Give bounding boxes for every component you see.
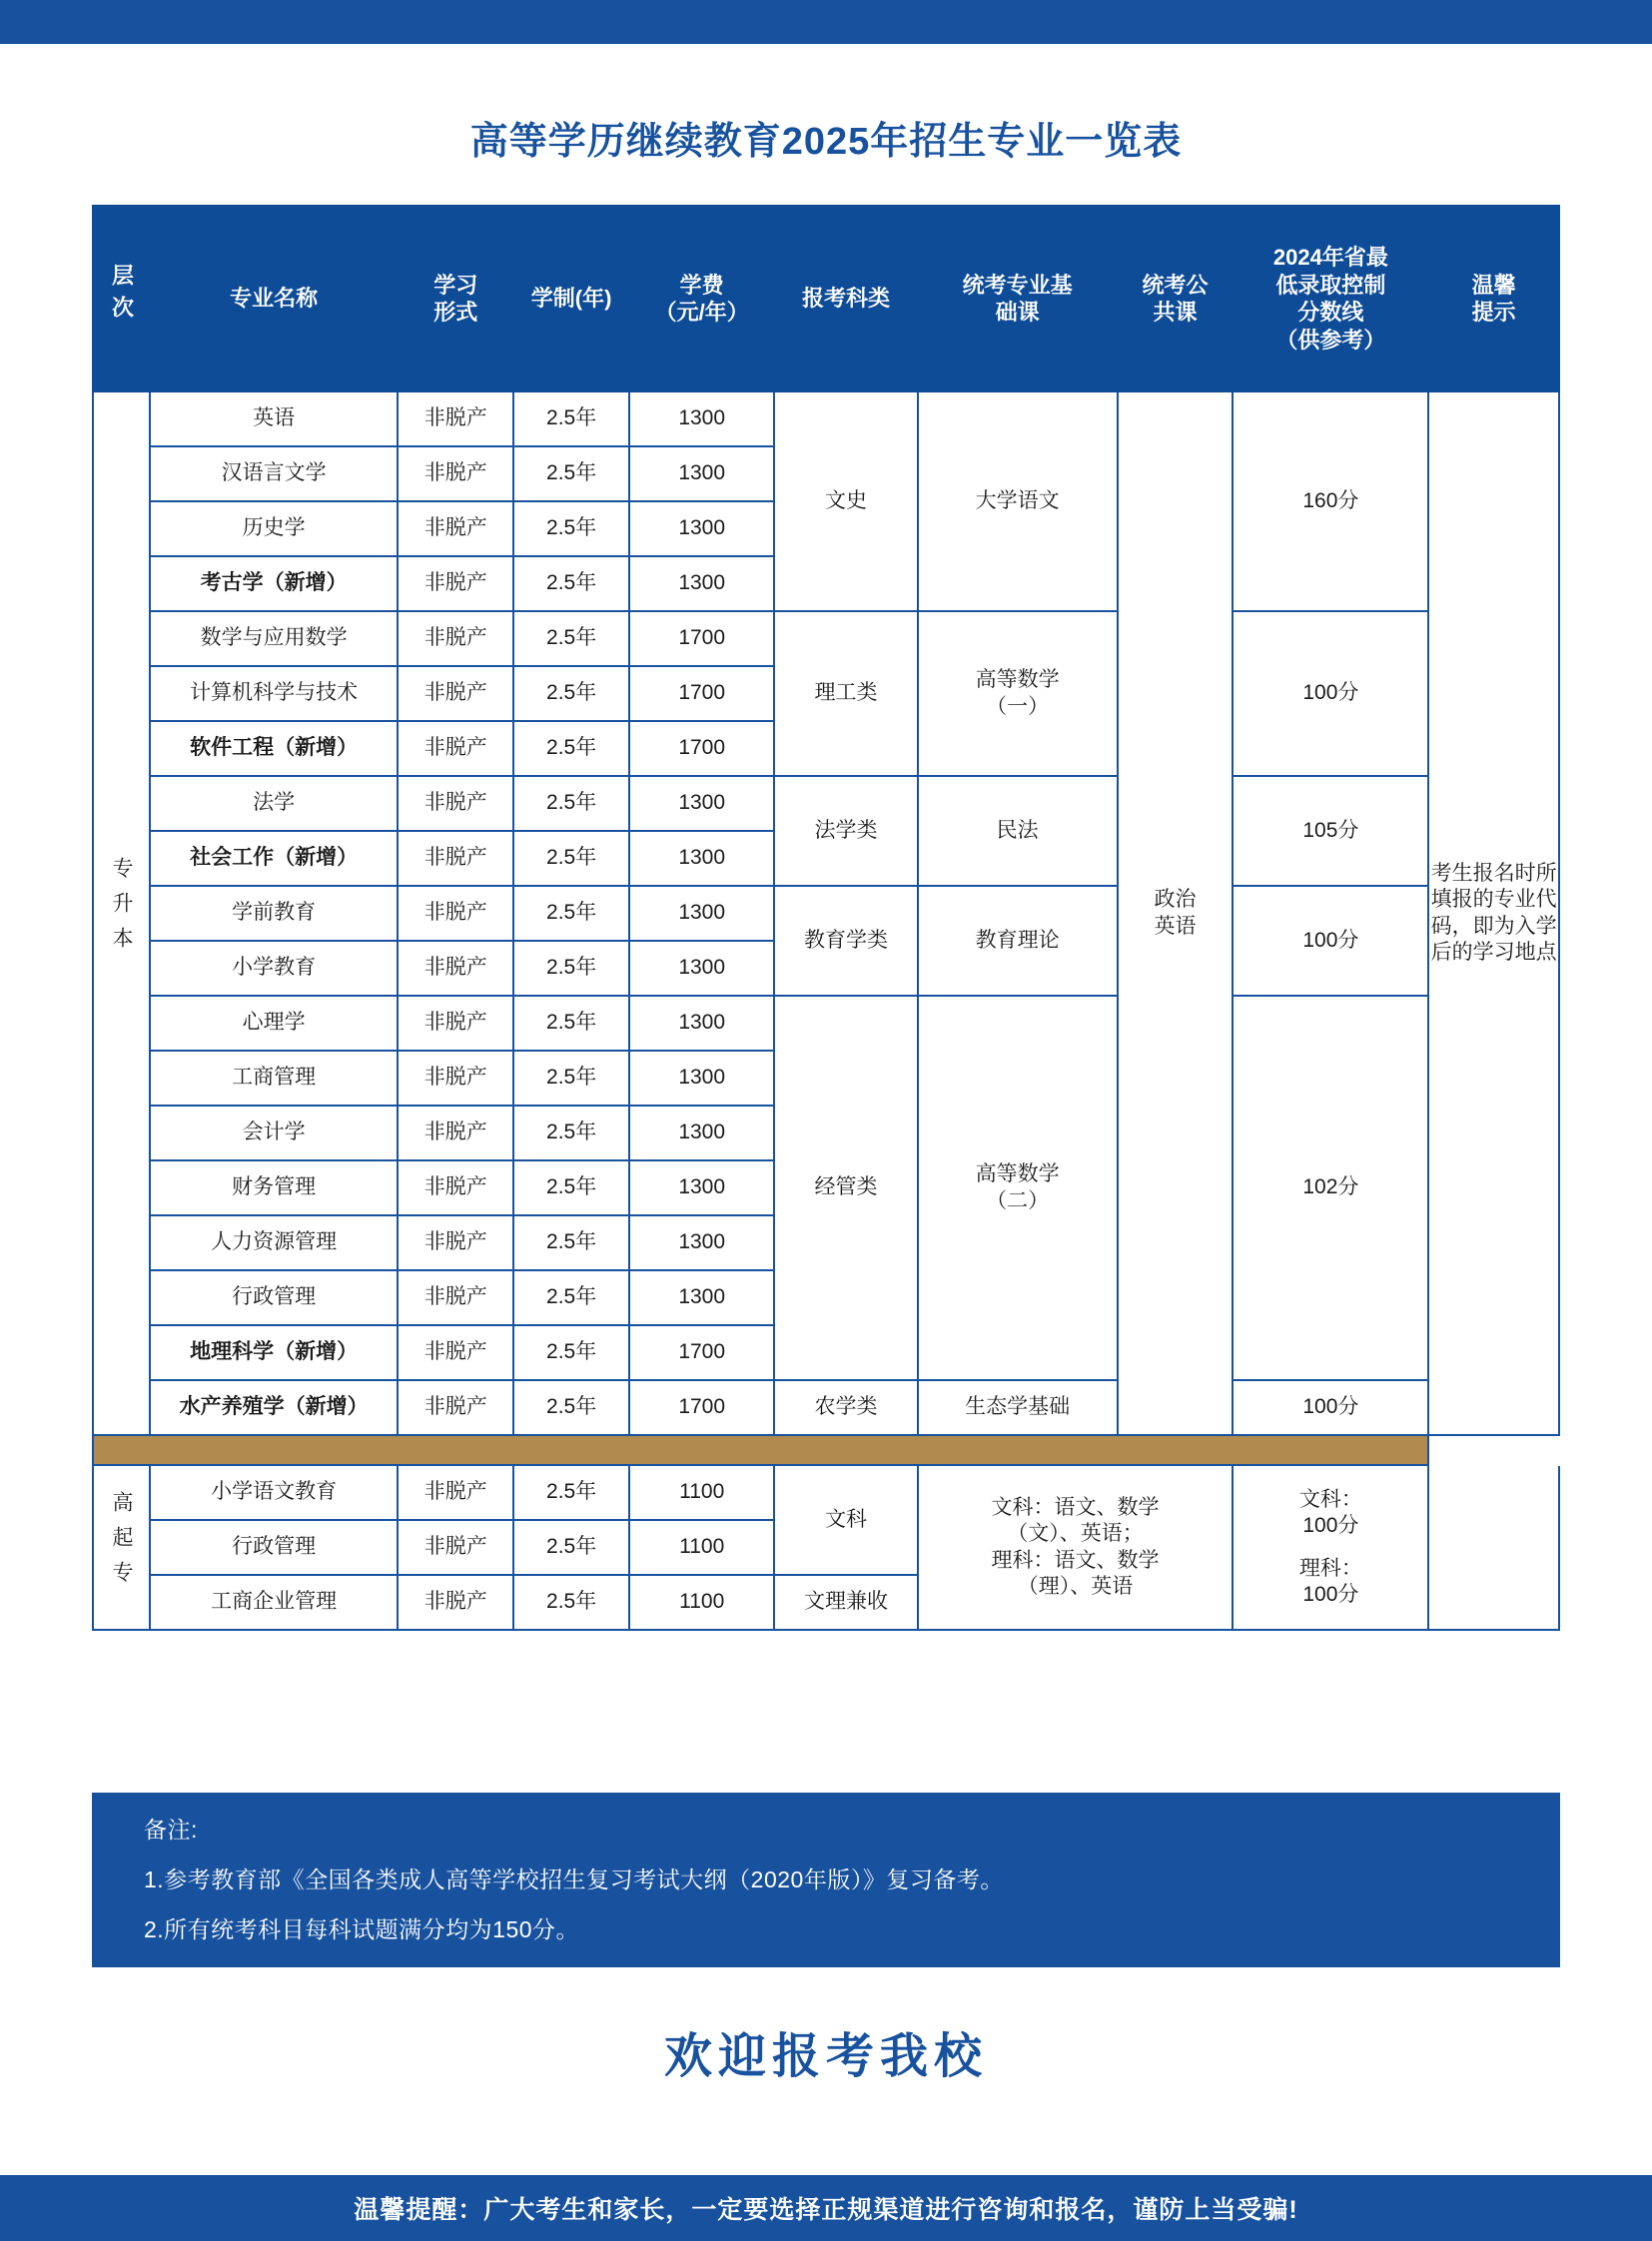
score-line: 160分	[1233, 391, 1428, 611]
footer-label: 温馨提醒：	[354, 2196, 484, 2224]
exam-category: 理工类	[774, 611, 917, 776]
major-name: 社会工作（新增）	[150, 831, 399, 886]
study-years: 2.5年	[513, 996, 629, 1051]
score-line: 105分	[1233, 776, 1428, 886]
base-course: 文科：语文、数学 （文）、英语； 理科：语文、数学 （理）、英语	[918, 1465, 1234, 1630]
table-row	[93, 996, 1559, 1051]
study-form: 非脱产	[398, 1051, 513, 1106]
study-form: 非脱产	[398, 1270, 513, 1325]
study-years: 2.5年	[513, 446, 629, 501]
major-name: 历史学	[150, 501, 399, 556]
exam-category: 文史	[774, 391, 917, 611]
major-name: 汉语言文学	[150, 446, 399, 501]
study-form: 非脱产	[398, 1325, 513, 1380]
score-line: 文科： 100分 理科： 100分	[1233, 1465, 1428, 1630]
major-name: 英语	[150, 391, 399, 446]
study-form: 非脱产	[398, 501, 513, 556]
majors-table	[92, 205, 1560, 1631]
exam-category: 文科	[774, 1465, 917, 1575]
footer-reminder-bar	[0, 2175, 1652, 2241]
remark-line-1: 1.参考教育部《全国各类成人高等学校招生复习考试大纲（2020年版）》复习备考。	[144, 1867, 1004, 1892]
tuition-fee: 1300	[629, 501, 774, 556]
level-gqz: 高起专	[93, 1465, 150, 1630]
major-name: 法学	[150, 776, 399, 831]
major-name: 工商管理	[150, 1051, 399, 1106]
tuition-fee: 1300	[629, 996, 774, 1051]
major-name: 财务管理	[150, 1160, 399, 1215]
table-header-row	[93, 206, 1559, 391]
study-form: 非脱产	[398, 776, 513, 831]
study-years: 2.5年	[513, 941, 629, 996]
table-row	[93, 611, 1559, 666]
section-divider	[93, 1435, 1559, 1465]
tuition-fee: 1700	[629, 666, 774, 721]
header-fee: 学费 （元/年）	[629, 206, 774, 391]
base-course: 教育理论	[918, 886, 1118, 996]
study-form: 非脱产	[398, 666, 513, 721]
study-form: 非脱产	[398, 1380, 513, 1435]
base-course: 高等数学 （二）	[918, 996, 1118, 1380]
tuition-fee: 1300	[629, 556, 774, 611]
study-form: 非脱产	[398, 831, 513, 886]
study-years: 2.5年	[513, 886, 629, 941]
page-title: 高等学历继续教育2025年招生专业一览表	[469, 121, 1183, 163]
study-years: 2.5年	[513, 831, 629, 886]
tuition-fee: 1300	[629, 1106, 774, 1160]
study-form: 非脱产	[398, 1215, 513, 1270]
tuition-fee: 1700	[629, 1380, 774, 1435]
spacer	[1234, 1540, 1427, 1556]
exam-category: 农学类	[774, 1380, 917, 1435]
tuition-fee: 1300	[629, 446, 774, 501]
header-base-course: 统考专业基 础课	[918, 206, 1118, 391]
majors-table-container	[92, 205, 1560, 1631]
divider-gold	[93, 1435, 1428, 1465]
tuition-fee: 1300	[629, 1051, 774, 1106]
major-name: 行政管理	[150, 1270, 399, 1325]
score-line: 102分	[1233, 996, 1428, 1380]
study-years: 2.5年	[513, 501, 629, 556]
level-zsb: 专升本	[93, 391, 150, 1435]
study-years: 2.5年	[513, 391, 629, 446]
tip-text: 考生报名时所填报的专业代码，即为入学后的学习地点	[1428, 391, 1559, 1435]
study-form: 非脱产	[398, 886, 513, 941]
table-row	[93, 391, 1559, 446]
major-name: 工商企业管理	[150, 1575, 399, 1630]
remark-line-2: 2.所有统考科目每科试题满分均为150分。	[144, 1916, 580, 1942]
table-body	[93, 391, 1559, 1630]
study-form: 非脱产	[398, 1160, 513, 1215]
study-years: 2.5年	[513, 1465, 629, 1520]
header-level: 层次	[93, 206, 150, 391]
study-years: 2.5年	[513, 721, 629, 776]
exam-category: 法学类	[774, 776, 917, 886]
study-form: 非脱产	[398, 556, 513, 611]
tuition-fee: 1300	[629, 1270, 774, 1325]
header-years: 学制(年)	[513, 206, 629, 391]
tuition-fee: 1300	[629, 1160, 774, 1215]
major-name: 小学教育	[150, 941, 399, 996]
study-years: 2.5年	[513, 611, 629, 666]
tuition-fee: 1300	[629, 886, 774, 941]
major-name: 人力资源管理	[150, 1215, 399, 1270]
header-tip: 温馨 提示	[1428, 206, 1559, 391]
table-row	[93, 1380, 1559, 1435]
header-form: 学习 形式	[398, 206, 513, 391]
exam-category: 教育学类	[774, 886, 917, 996]
study-years: 2.5年	[513, 1106, 629, 1160]
study-years: 2.5年	[513, 776, 629, 831]
tuition-fee: 1700	[629, 1325, 774, 1380]
major-name: 地理科学（新增）	[150, 1325, 399, 1380]
welcome-slogan: 欢迎报考我校	[663, 2028, 988, 2084]
footer-text: 广大考生和家长，一定要选择正规渠道进行咨询和报名，谨防上当受骗!	[483, 2196, 1298, 2224]
study-form: 非脱产	[398, 391, 513, 446]
study-years: 2.5年	[513, 666, 629, 721]
table-row	[93, 1465, 1559, 1520]
tip-empty	[1428, 1465, 1559, 1630]
top-decorative-bar	[0, 0, 1652, 44]
major-name: 数学与应用数学	[150, 611, 399, 666]
study-form: 非脱产	[398, 1575, 513, 1630]
score-line: 100分	[1233, 886, 1428, 996]
divider-blank	[1428, 1435, 1559, 1465]
tuition-fee: 1300	[629, 941, 774, 996]
study-years: 2.5年	[513, 556, 629, 611]
study-years: 2.5年	[513, 1215, 629, 1270]
score-line: 100分	[1233, 611, 1428, 776]
base-course: 民法	[918, 776, 1118, 886]
study-form: 非脱产	[398, 1106, 513, 1160]
header-category: 报考科类	[774, 206, 917, 391]
tuition-fee: 1300	[629, 831, 774, 886]
study-form: 非脱产	[398, 446, 513, 501]
public-course: 政治 英语	[1118, 391, 1234, 1435]
tuition-fee: 1100	[629, 1520, 774, 1575]
study-years: 2.5年	[513, 1325, 629, 1380]
remark-box	[92, 1793, 1560, 1967]
tuition-fee: 1100	[629, 1465, 774, 1520]
study-years: 2.5年	[513, 1575, 629, 1630]
base-course: 高等数学 （一）	[918, 611, 1118, 776]
study-form: 非脱产	[398, 941, 513, 996]
tuition-fee: 1100	[629, 1575, 774, 1630]
major-name: 行政管理	[150, 1520, 399, 1575]
major-name: 小学语文教育	[150, 1465, 399, 1520]
study-years: 2.5年	[513, 1160, 629, 1215]
tuition-fee: 1300	[629, 776, 774, 831]
study-years: 2.5年	[513, 1270, 629, 1325]
exam-category: 经管类	[774, 996, 917, 1380]
major-name: 学前教育	[150, 886, 399, 941]
study-form: 非脱产	[398, 611, 513, 666]
header-public-course: 统考公 共课	[1118, 206, 1234, 391]
major-name: 计算机科学与技术	[150, 666, 399, 721]
study-years: 2.5年	[513, 1051, 629, 1106]
table-row	[93, 776, 1559, 831]
study-years: 2.5年	[513, 1520, 629, 1575]
tuition-fee: 1700	[629, 721, 774, 776]
table-row	[93, 886, 1559, 941]
major-name: 会计学	[150, 1106, 399, 1160]
header-score-line: 2024年省最 低录取控制 分数线 （供参考）	[1233, 206, 1428, 391]
major-name: 心理学	[150, 996, 399, 1051]
study-form: 非脱产	[398, 996, 513, 1051]
study-years: 2.5年	[513, 1380, 629, 1435]
major-name: 软件工程（新增）	[150, 721, 399, 776]
exam-category: 文理兼收	[774, 1575, 917, 1630]
major-name: 水产养殖学（新增）	[150, 1380, 399, 1435]
study-form: 非脱产	[398, 1520, 513, 1575]
tuition-fee: 1300	[629, 1215, 774, 1270]
base-course: 生态学基础	[918, 1380, 1118, 1435]
study-form: 非脱产	[398, 721, 513, 776]
base-course: 大学语文	[918, 391, 1118, 611]
tuition-fee: 1700	[629, 611, 774, 666]
major-name: 考古学（新增）	[150, 556, 399, 611]
remark-title: 备注:	[144, 1817, 198, 1843]
tuition-fee: 1300	[629, 391, 774, 446]
header-major: 专业名称	[150, 206, 399, 391]
score-line: 100分	[1233, 1380, 1428, 1435]
study-form: 非脱产	[398, 1465, 513, 1520]
